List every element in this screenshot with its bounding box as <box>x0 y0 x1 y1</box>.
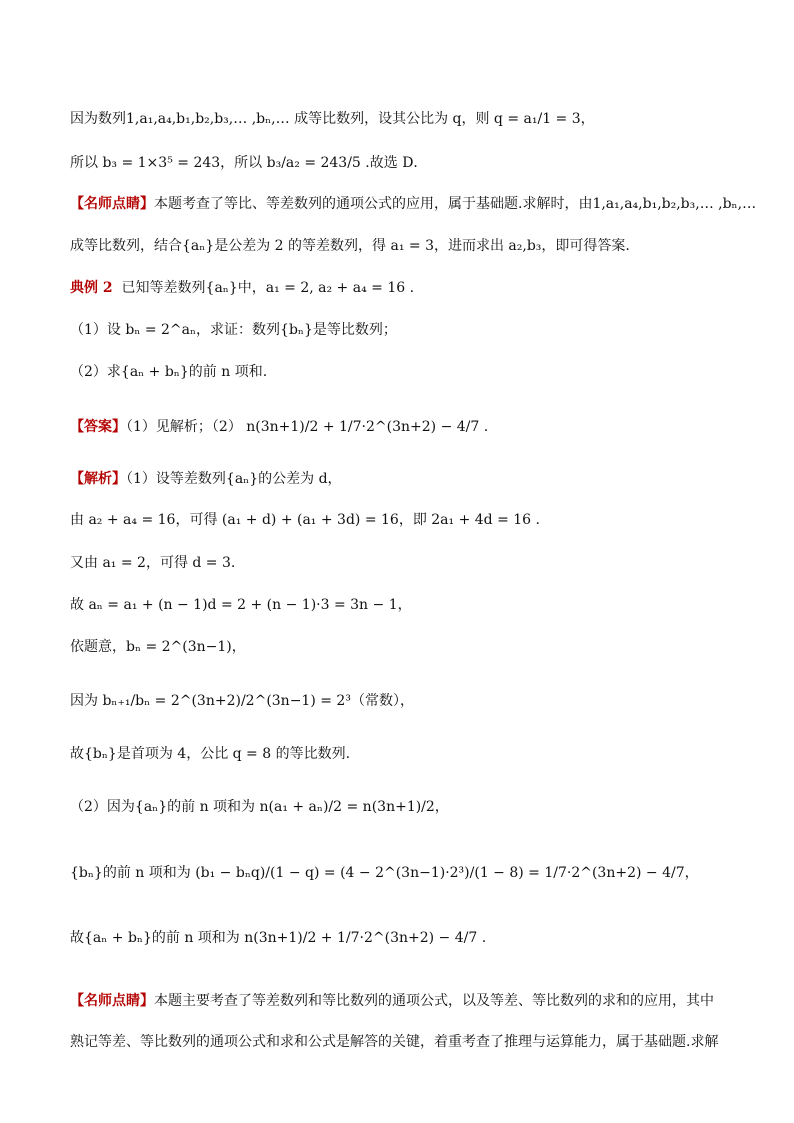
example-tag: 典例 2 <box>70 280 113 296</box>
text-line <box>70 690 734 710</box>
teacher-note-line <box>70 193 757 213</box>
answer-line <box>70 416 734 436</box>
text: 故{aₙ + bₙ}的前 n 项和为 n(3n+1)/2 + 1/7·2^(3n+2) − 4/7 . <box>70 930 487 946</box>
teacher-note-tag: 【名师点睛】 <box>70 196 154 212</box>
text-line <box>70 509 734 529</box>
text-line <box>70 862 734 882</box>
text-line <box>70 1031 734 1051</box>
text: 成等比数列，结合{aₙ}是公差为 2 的等差数列，得 a₁ = 3，进而求出 a₂,b₃，即可得答案. <box>70 238 630 254</box>
text: （2）因为{aₙ}的前 n 项和为 n(a₁ + aₙ)/2 = n(3n+1)/2， <box>70 799 449 815</box>
text-line <box>70 108 734 128</box>
text: （1）见解析；（2） n(3n+1)/2 + 1/7·2^(3n+2) − 4/7 . <box>126 419 489 435</box>
teacher-note-line <box>70 990 734 1010</box>
text: 已知等差数列{aₙ}中，a₁ = 2, a₂ + a₄ = 16 . <box>121 280 415 296</box>
text: 依题意，bₙ = 2^(3n−1)， <box>70 639 246 655</box>
text: （1）设等差数列{aₙ}的公差为 d， <box>126 471 342 487</box>
text-line <box>70 319 734 339</box>
text: 所以 b₃ = 1×3⁵ = 243，所以 b₃/a₂ = 243/5 .故选 D． <box>70 155 428 171</box>
analysis-tag: 【解析】 <box>70 471 126 487</box>
teacher-note-tag: 【名师点睛】 <box>70 993 154 1009</box>
text-line <box>70 235 734 255</box>
text: 因为 bₙ₊₁/bₙ = 2^(3n+2)/2^(3n−1) = 2³（常数）， <box>70 693 414 709</box>
text: 因为数列1,a₁,a₄,b₁,b₂,b₃,… ,bₙ,… 成等比数列，设其公比为 q，则 q = a₁/1 = 3， <box>70 111 595 127</box>
text: 又由 a₁ = 2，可得 d = 3. <box>70 555 236 571</box>
text: 本题考查了等比、等差数列的通项公式的应用，属于基础题.求解时，由1,a₁,a₄,b₁,b₂,b₃,… ,bₙ,… <box>154 196 757 212</box>
text-line <box>70 361 734 381</box>
example-line <box>70 277 734 297</box>
answer-tag: 【答案】 <box>70 419 126 435</box>
text: 故{bₙ}是首项为 4，公比 q = 8 的等比数列. <box>70 746 351 762</box>
text: （2）求{aₙ + bₙ}的前 n 项和. <box>70 364 268 380</box>
text: 故 aₙ = a₁ + (n − 1)d = 2 + (n − 1)·3 = 3n − 1， <box>70 597 412 613</box>
text: 熟记等差、等比数列的通项公式和求和公式是解答的关键，着重考查了推理与运算能力，属于基础题.求解 <box>70 1034 719 1050</box>
text: 本题主要考查了等差数列和等比数列的通项公式，以及等差、等比数列的求和的应用，其中 <box>154 993 714 1009</box>
text-line <box>70 743 734 763</box>
text-line <box>70 552 734 572</box>
text: {bₙ}的前 n 项和为 (b₁ − bₙq)/(1 − q) = (4 − 2^(3n−1)·2³)/(1 − 8) = 1/7·2^(3n+2) − 4/7， <box>70 865 699 881</box>
text-line <box>70 796 734 816</box>
text-line <box>70 594 734 614</box>
analysis-line <box>70 468 734 488</box>
text: 由 a₂ + a₄ = 16，可得 (a₁ + d) + (a₁ + 3d) = 16，即 2a₁ + 4d = 16 . <box>70 512 540 528</box>
text-line <box>70 636 734 656</box>
text-line <box>70 152 734 172</box>
text-line <box>70 927 734 947</box>
text: （1）设 bₙ = 2^aₙ，求证：数列{bₙ}是等比数列； <box>70 322 397 338</box>
